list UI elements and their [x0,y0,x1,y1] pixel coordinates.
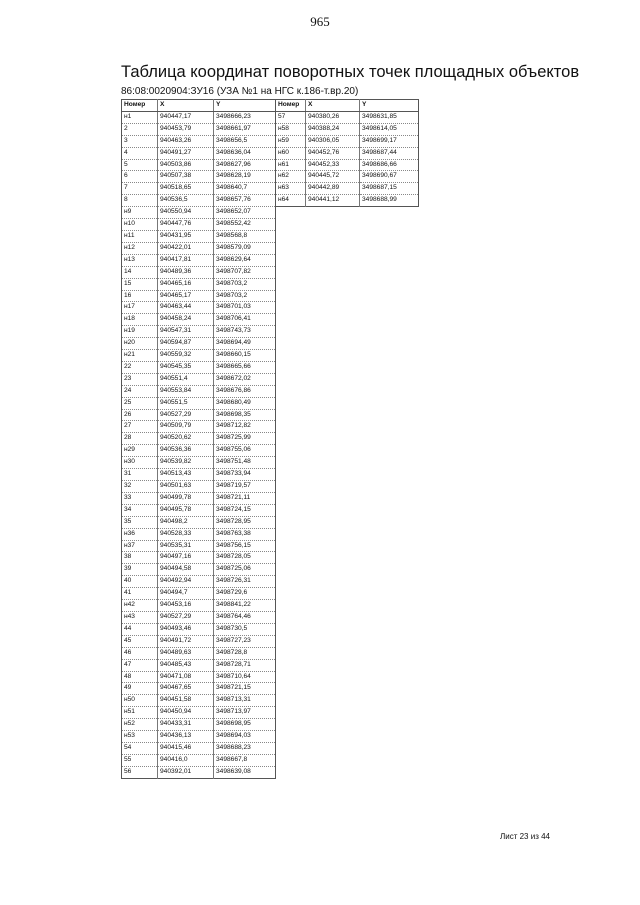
cell-x-coordinate: 940415,46 [158,742,214,754]
cell-y-coordinate: 3498751,48 [214,457,276,469]
table-row [122,576,276,588]
table-row [122,409,276,421]
cell-x-coordinate: 940547,31 [158,326,214,338]
table-row [122,183,276,195]
table-row [122,147,276,159]
cell-x-coordinate: 940388,24 [306,123,360,135]
cell-x-coordinate: 940507,38 [158,171,214,183]
cell-y-coordinate: 3498743,73 [214,326,276,338]
cell-x-coordinate: 940463,44 [158,302,214,314]
cell-x-coordinate: 940499,78 [158,492,214,504]
cell-point-number: 15 [122,278,158,290]
cell-x-coordinate: 940380,26 [306,111,360,123]
cell-x-coordinate: 940392,01 [158,766,214,778]
cell-x-coordinate: 940559,32 [158,350,214,362]
table-row [122,373,276,385]
cell-x-coordinate: 940520,62 [158,433,214,445]
table-row [122,433,276,445]
cell-x-coordinate: 940422,01 [158,242,214,254]
cell-x-coordinate: 940594,87 [158,338,214,350]
cell-x-coordinate: 940441,12 [306,195,360,207]
cell-point-number: 4 [122,147,158,159]
table-row [276,123,419,135]
cell-x-coordinate: 940518,65 [158,183,214,195]
cell-point-number: 39 [122,564,158,576]
cell-x-coordinate: 940471,08 [158,671,214,683]
cell-x-coordinate: 940452,33 [306,159,360,171]
table-row [122,623,276,635]
cell-point-number: 47 [122,659,158,671]
cell-point-number: 46 [122,647,158,659]
table-row [276,171,419,183]
cell-y-coordinate: 3498676,86 [214,385,276,397]
table-row [122,421,276,433]
cell-y-coordinate: 3498627,96 [214,159,276,171]
table-row [122,159,276,171]
cell-y-coordinate: 3498687,15 [360,183,419,195]
table-row [276,135,419,147]
table-row [122,111,276,123]
cell-point-number: н11 [122,230,158,242]
cell-point-number: 31 [122,469,158,481]
cell-y-coordinate: 3498639,08 [214,766,276,778]
cell-x-coordinate: 940452,76 [306,147,360,159]
cell-y-coordinate: 3498701,03 [214,302,276,314]
cell-y-coordinate: 3498672,02 [214,373,276,385]
table-row [276,147,419,159]
cell-point-number: н53 [122,731,158,743]
cell-x-coordinate: 940528,33 [158,528,214,540]
cell-point-number: 33 [122,492,158,504]
cell-y-coordinate: 3498687,44 [360,147,419,159]
cell-x-coordinate: 940536,5 [158,195,214,207]
cell-y-coordinate: 3498729,6 [214,588,276,600]
cell-y-coordinate: 3498755,06 [214,445,276,457]
table-row [122,611,276,623]
cell-y-coordinate: 3498724,15 [214,504,276,516]
cell-point-number: 7 [122,183,158,195]
cell-point-number: 57 [276,111,306,123]
cell-x-coordinate: 940553,84 [158,385,214,397]
cell-y-coordinate: 3498661,97 [214,123,276,135]
cell-y-coordinate: 3498764,46 [214,611,276,623]
cell-point-number: 48 [122,671,158,683]
cell-y-coordinate: 3498707,82 [214,266,276,278]
cell-x-coordinate: 940497,16 [158,552,214,564]
cell-point-number: н13 [122,254,158,266]
table-row [122,731,276,743]
cell-point-number: н37 [122,540,158,552]
cell-y-coordinate: 3498721,11 [214,492,276,504]
cell-y-coordinate: 3498703,2 [214,290,276,302]
cell-point-number: 56 [122,766,158,778]
cell-x-coordinate: 940431,95 [158,230,214,242]
table-row [122,290,276,302]
table-row [122,457,276,469]
cell-y-coordinate: 3498698,35 [214,409,276,421]
table-row [122,600,276,612]
cell-y-coordinate: 3498694,03 [214,731,276,743]
cell-point-number: 5 [122,159,158,171]
cell-x-coordinate: 940494,7 [158,588,214,600]
cell-point-number: н30 [122,457,158,469]
table-row [122,207,276,219]
cell-y-coordinate: 3498688,23 [214,742,276,754]
cell-x-coordinate: 940445,72 [306,171,360,183]
table-row [122,540,276,552]
table-row [122,707,276,719]
table-row [122,683,276,695]
cell-x-coordinate: 940417,81 [158,254,214,266]
cell-y-coordinate: 3498628,19 [214,171,276,183]
cell-x-coordinate: 940551,4 [158,373,214,385]
cell-y-coordinate: 3498728,05 [214,552,276,564]
cell-x-coordinate: 940503,86 [158,159,214,171]
coordinates-table-left [121,99,276,779]
cell-y-coordinate: 3498712,82 [214,421,276,433]
cell-x-coordinate: 940416,0 [158,754,214,766]
cell-y-coordinate: 3498728,8 [214,647,276,659]
cell-y-coordinate: 3498727,23 [214,635,276,647]
cell-point-number: 40 [122,576,158,588]
page-number: 965 [310,14,330,29]
cell-point-number: 32 [122,481,158,493]
cell-point-number: н59 [276,135,306,147]
cell-x-coordinate: 940550,94 [158,207,214,219]
cell-x-coordinate: 940527,29 [158,409,214,421]
cell-point-number: 6 [122,171,158,183]
cell-y-coordinate: 3498703,2 [214,278,276,290]
table-row [122,754,276,766]
table-row [122,266,276,278]
table-row [122,719,276,731]
table-body-left [122,111,276,778]
table-row [122,635,276,647]
cell-x-coordinate: 940489,36 [158,266,214,278]
cell-point-number: 14 [122,266,158,278]
cell-point-number: 3 [122,135,158,147]
table-row [122,242,276,254]
cell-y-coordinate: 3498841,22 [214,600,276,612]
cell-x-coordinate: 940451,58 [158,695,214,707]
cell-point-number: н36 [122,528,158,540]
table-row [122,302,276,314]
table-row [122,552,276,564]
cell-x-coordinate: 940536,36 [158,445,214,457]
table-row [122,350,276,362]
cell-x-coordinate: 940539,82 [158,457,214,469]
cell-x-coordinate: 940458,24 [158,314,214,326]
table-row [276,111,419,123]
cell-point-number: н63 [276,183,306,195]
cell-y-coordinate: 3498552,42 [214,219,276,231]
cell-y-coordinate: 3498636,04 [214,147,276,159]
table-row [122,314,276,326]
cell-point-number: 8 [122,195,158,207]
table-row [122,695,276,707]
cell-x-coordinate: 940436,13 [158,731,214,743]
table-row [276,195,419,207]
cell-point-number: 22 [122,361,158,373]
column-header-x: X [158,100,214,112]
cell-x-coordinate: 940491,27 [158,147,214,159]
cell-point-number: н1 [122,111,158,123]
cell-y-coordinate: 3498756,15 [214,540,276,552]
cell-x-coordinate: 940465,17 [158,290,214,302]
cell-point-number: н62 [276,171,306,183]
cell-point-number: 45 [122,635,158,647]
table-body-right [276,111,419,206]
cell-point-number: н52 [122,719,158,731]
table-row [122,659,276,671]
table-row [122,135,276,147]
cell-point-number: 26 [122,409,158,421]
column-header-x: X [306,100,360,112]
cell-y-coordinate: 3498721,15 [214,683,276,695]
cell-x-coordinate: 940306,05 [306,135,360,147]
cell-point-number: 23 [122,373,158,385]
cell-x-coordinate: 940501,63 [158,481,214,493]
column-header-number: Номер [122,100,158,112]
cell-y-coordinate: 3498665,66 [214,361,276,373]
cell-y-coordinate: 3498640,7 [214,183,276,195]
table-row [122,338,276,350]
cell-x-coordinate: 940489,63 [158,647,214,659]
cell-point-number: н43 [122,611,158,623]
cell-y-coordinate: 3498579,09 [214,242,276,254]
cell-x-coordinate: 940545,35 [158,361,214,373]
cell-point-number: н58 [276,123,306,135]
table-header-row [122,100,276,112]
cell-y-coordinate: 3498719,57 [214,481,276,493]
table-row [122,171,276,183]
table-row [122,123,276,135]
cell-point-number: 34 [122,504,158,516]
cell-x-coordinate: 940535,31 [158,540,214,552]
cell-point-number: н21 [122,350,158,362]
cell-point-number: 54 [122,742,158,754]
cell-x-coordinate: 940492,94 [158,576,214,588]
cell-point-number: 49 [122,683,158,695]
cell-x-coordinate: 940453,16 [158,600,214,612]
table-row [122,564,276,576]
table-row [122,219,276,231]
cell-point-number: 35 [122,516,158,528]
cell-y-coordinate: 3498763,38 [214,528,276,540]
cell-y-coordinate: 3498726,31 [214,576,276,588]
cell-y-coordinate: 3498725,99 [214,433,276,445]
cell-y-coordinate: 3498733,94 [214,469,276,481]
column-header-y: Y [214,100,276,112]
table-row [122,361,276,373]
cell-x-coordinate: 940493,46 [158,623,214,635]
cell-point-number: н29 [122,445,158,457]
sheet-number-footer: Лист 23 из 44 [500,832,550,841]
table-row [122,230,276,242]
cell-y-coordinate: 3498730,5 [214,623,276,635]
cell-point-number: н18 [122,314,158,326]
cell-y-coordinate: 3498660,15 [214,350,276,362]
table-row [122,671,276,683]
cell-point-number: 55 [122,754,158,766]
cell-x-coordinate: 940513,43 [158,469,214,481]
cell-point-number: 24 [122,385,158,397]
table-row [122,385,276,397]
cell-y-coordinate: 3498728,95 [214,516,276,528]
cell-point-number: н17 [122,302,158,314]
table-row [122,766,276,778]
table-row [122,647,276,659]
cell-point-number: н64 [276,195,306,207]
cell-x-coordinate: 940509,79 [158,421,214,433]
cell-point-number: н9 [122,207,158,219]
cell-y-coordinate: 3498688,99 [360,195,419,207]
cell-point-number: 28 [122,433,158,445]
cell-y-coordinate: 3498694,49 [214,338,276,350]
table-row [122,195,276,207]
cell-y-coordinate: 3498713,31 [214,695,276,707]
table-row [122,254,276,266]
cell-y-coordinate: 3498680,49 [214,397,276,409]
table-row [122,516,276,528]
cell-point-number: н50 [122,695,158,707]
cell-x-coordinate: 940465,16 [158,278,214,290]
coordinates-table-right [275,99,419,207]
cell-x-coordinate: 940442,89 [306,183,360,195]
cell-y-coordinate: 3498656,5 [214,135,276,147]
cell-y-coordinate: 3498629,64 [214,254,276,266]
cell-point-number: н12 [122,242,158,254]
table-header-row [276,100,419,112]
cell-point-number: 38 [122,552,158,564]
cell-x-coordinate: 940453,79 [158,123,214,135]
column-header-number: Номер [276,100,306,112]
cell-y-coordinate: 3498667,8 [214,754,276,766]
table-row [122,326,276,338]
cell-point-number: н60 [276,147,306,159]
cell-y-coordinate: 3498699,17 [360,135,419,147]
cell-x-coordinate: 940467,65 [158,683,214,695]
cell-point-number: 25 [122,397,158,409]
cell-x-coordinate: 940491,72 [158,635,214,647]
cell-point-number: н42 [122,600,158,612]
cell-y-coordinate: 3498698,95 [214,719,276,731]
document-title: Таблица координат поворотных точек площадных объектов [121,63,580,81]
cell-x-coordinate: 940450,94 [158,707,214,719]
table-row [122,397,276,409]
table-row [122,504,276,516]
cell-x-coordinate: 940527,29 [158,611,214,623]
column-header-y: Y [360,100,419,112]
cell-point-number: 41 [122,588,158,600]
table-row [122,528,276,540]
cell-x-coordinate: 940447,17 [158,111,214,123]
cell-y-coordinate: 3498710,64 [214,671,276,683]
table-row [122,492,276,504]
cell-x-coordinate: 940551,5 [158,397,214,409]
cell-point-number: н20 [122,338,158,350]
cell-y-coordinate: 3498652,07 [214,207,276,219]
cell-x-coordinate: 940447,76 [158,219,214,231]
table-row [276,159,419,171]
cell-y-coordinate: 3498690,67 [360,171,419,183]
cell-x-coordinate: 940494,58 [158,564,214,576]
cell-y-coordinate: 3498657,76 [214,195,276,207]
cell-y-coordinate: 3498713,97 [214,707,276,719]
cell-y-coordinate: 3498631,85 [360,111,419,123]
cell-y-coordinate: 3498728,71 [214,659,276,671]
cell-y-coordinate: 3498686,66 [360,159,419,171]
cell-point-number: н51 [122,707,158,719]
table-row [276,183,419,195]
table-row [122,469,276,481]
table-row [122,481,276,493]
cell-point-number: н10 [122,219,158,231]
table-row [122,278,276,290]
cell-y-coordinate: 3498614,05 [360,123,419,135]
cell-y-coordinate: 3498568,8 [214,230,276,242]
table-row [122,742,276,754]
cell-point-number: 27 [122,421,158,433]
cell-x-coordinate: 940498,2 [158,516,214,528]
cell-x-coordinate: 940463,26 [158,135,214,147]
cell-point-number: 16 [122,290,158,302]
cell-point-number: 44 [122,623,158,635]
table-row [122,445,276,457]
cell-x-coordinate: 940433,31 [158,719,214,731]
cell-y-coordinate: 3498706,41 [214,314,276,326]
cell-point-number: 2 [122,123,158,135]
cell-y-coordinate: 3498725,06 [214,564,276,576]
document-subtitle: 86:08:0020904:ЗУ16 (УЗА №1 на НГС к.186-т.вр.20) [121,86,359,97]
cell-point-number: н61 [276,159,306,171]
table-row [122,588,276,600]
cell-x-coordinate: 940485,43 [158,659,214,671]
cell-point-number: н19 [122,326,158,338]
cell-y-coordinate: 3498666,23 [214,111,276,123]
cell-x-coordinate: 940495,78 [158,504,214,516]
